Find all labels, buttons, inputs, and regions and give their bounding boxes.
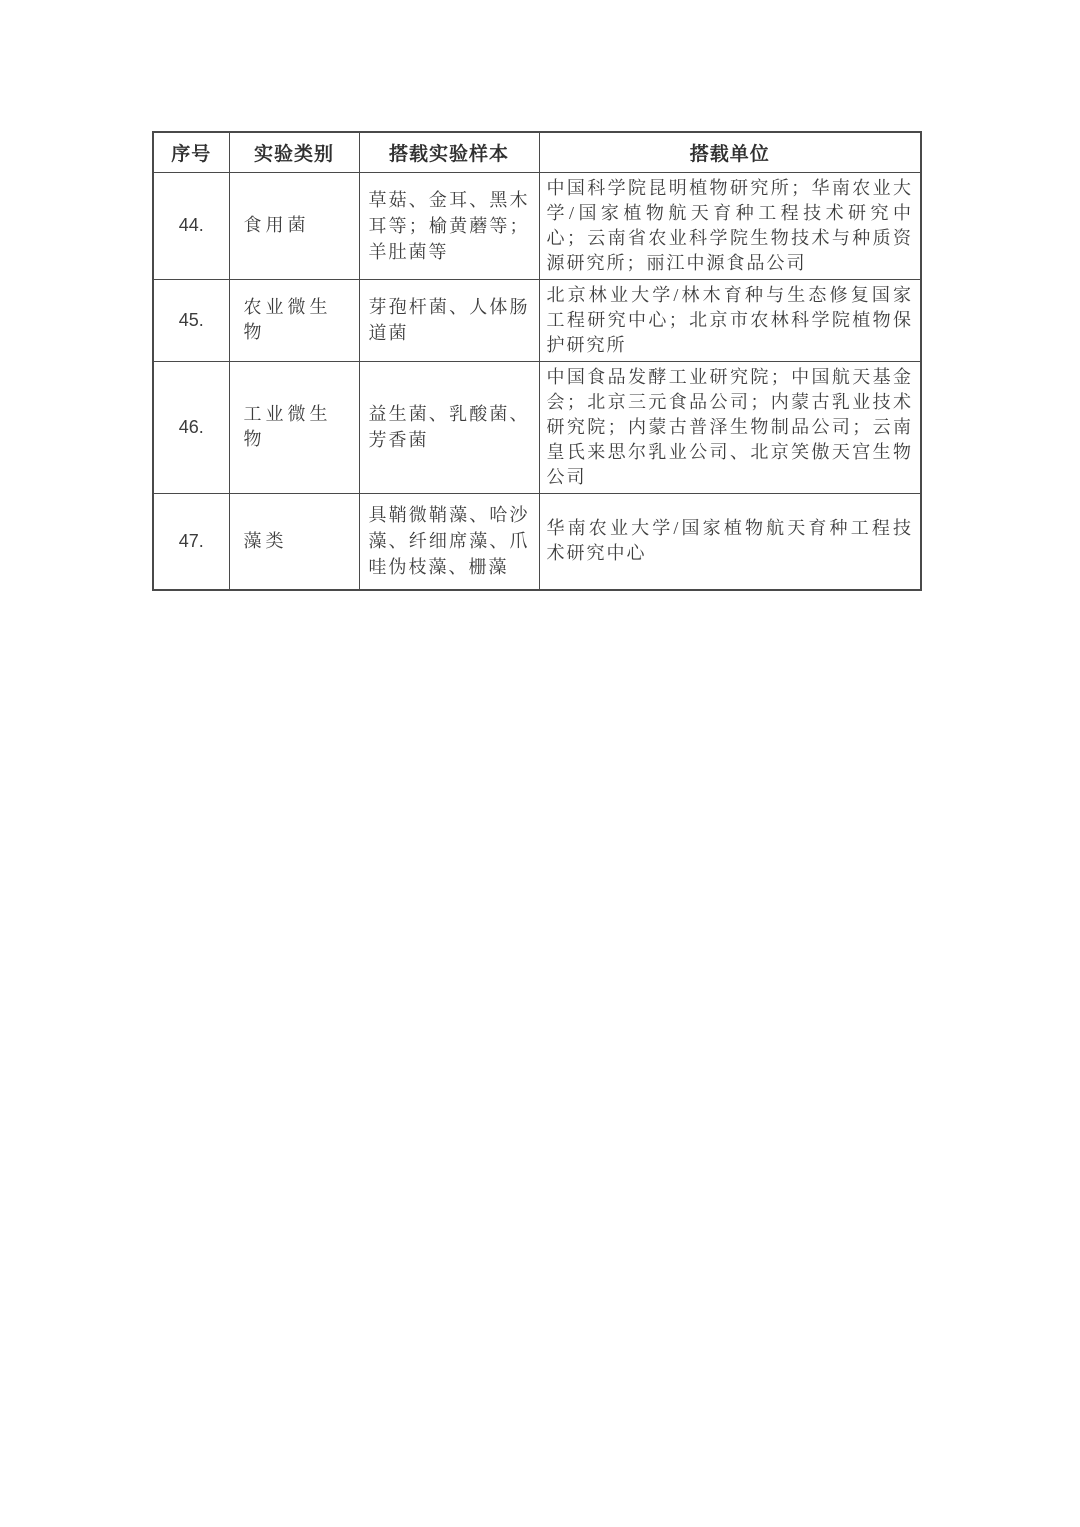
column-header-units: 搭载单位 xyxy=(539,132,921,172)
carrier-units: 中国食品发酵工业研究院；中国航天基金会；北京三元食品公司；内蒙古乳业技术研究院；内蒙古普泽生物制品公司；云南皇氏来思尔乳业公司、北京笑傲天宫生物公司 xyxy=(539,361,921,493)
table-row xyxy=(153,361,921,493)
carrier-units: 中国科学院昆明植物研究所；华南农业大学/国家植物航天育种工程技术研究中心；云南省农业科学院生物技术与种质资源研究所；丽江中源食品公司 xyxy=(539,172,921,279)
row-number: 44. xyxy=(153,172,229,279)
row-number: 46. xyxy=(153,361,229,493)
row-number: 47. xyxy=(153,493,229,590)
experiment-category: 食用菌 xyxy=(229,172,359,279)
experiment-samples: 芽孢杆菌、人体肠道菌 xyxy=(359,279,539,361)
carrier-units: 北京林业大学/林木育种与生态修复国家工程研究中心；北京市农林科学院植物保护研究所 xyxy=(539,279,921,361)
experiment-category: 农业微生物 xyxy=(229,279,359,361)
experiment-category: 藻类 xyxy=(229,493,359,590)
experiment-samples: 草菇、金耳、黑木耳等；榆黄蘑等；羊肚菌等 xyxy=(359,172,539,279)
table-row xyxy=(153,172,921,279)
carrier-units: 华南农业大学/国家植物航天育种工程技术研究中心 xyxy=(539,493,921,590)
table-row xyxy=(153,493,921,590)
experiment-category: 工业微生物 xyxy=(229,361,359,493)
column-header-no: 序号 xyxy=(153,132,229,172)
column-header-category: 实验类别 xyxy=(229,132,359,172)
row-number: 45. xyxy=(153,279,229,361)
experiment-samples: 益生菌、乳酸菌、芳香菌 xyxy=(359,361,539,493)
header-row xyxy=(153,132,921,172)
experiment-samples: 具鞘微鞘藻、哈沙藻、纤细席藻、爪哇伪枝藻、栅藻 xyxy=(359,493,539,590)
column-header-samples: 搭载实验样本 xyxy=(359,132,539,172)
table-row xyxy=(153,279,921,361)
experiment-payload-table xyxy=(152,131,922,591)
